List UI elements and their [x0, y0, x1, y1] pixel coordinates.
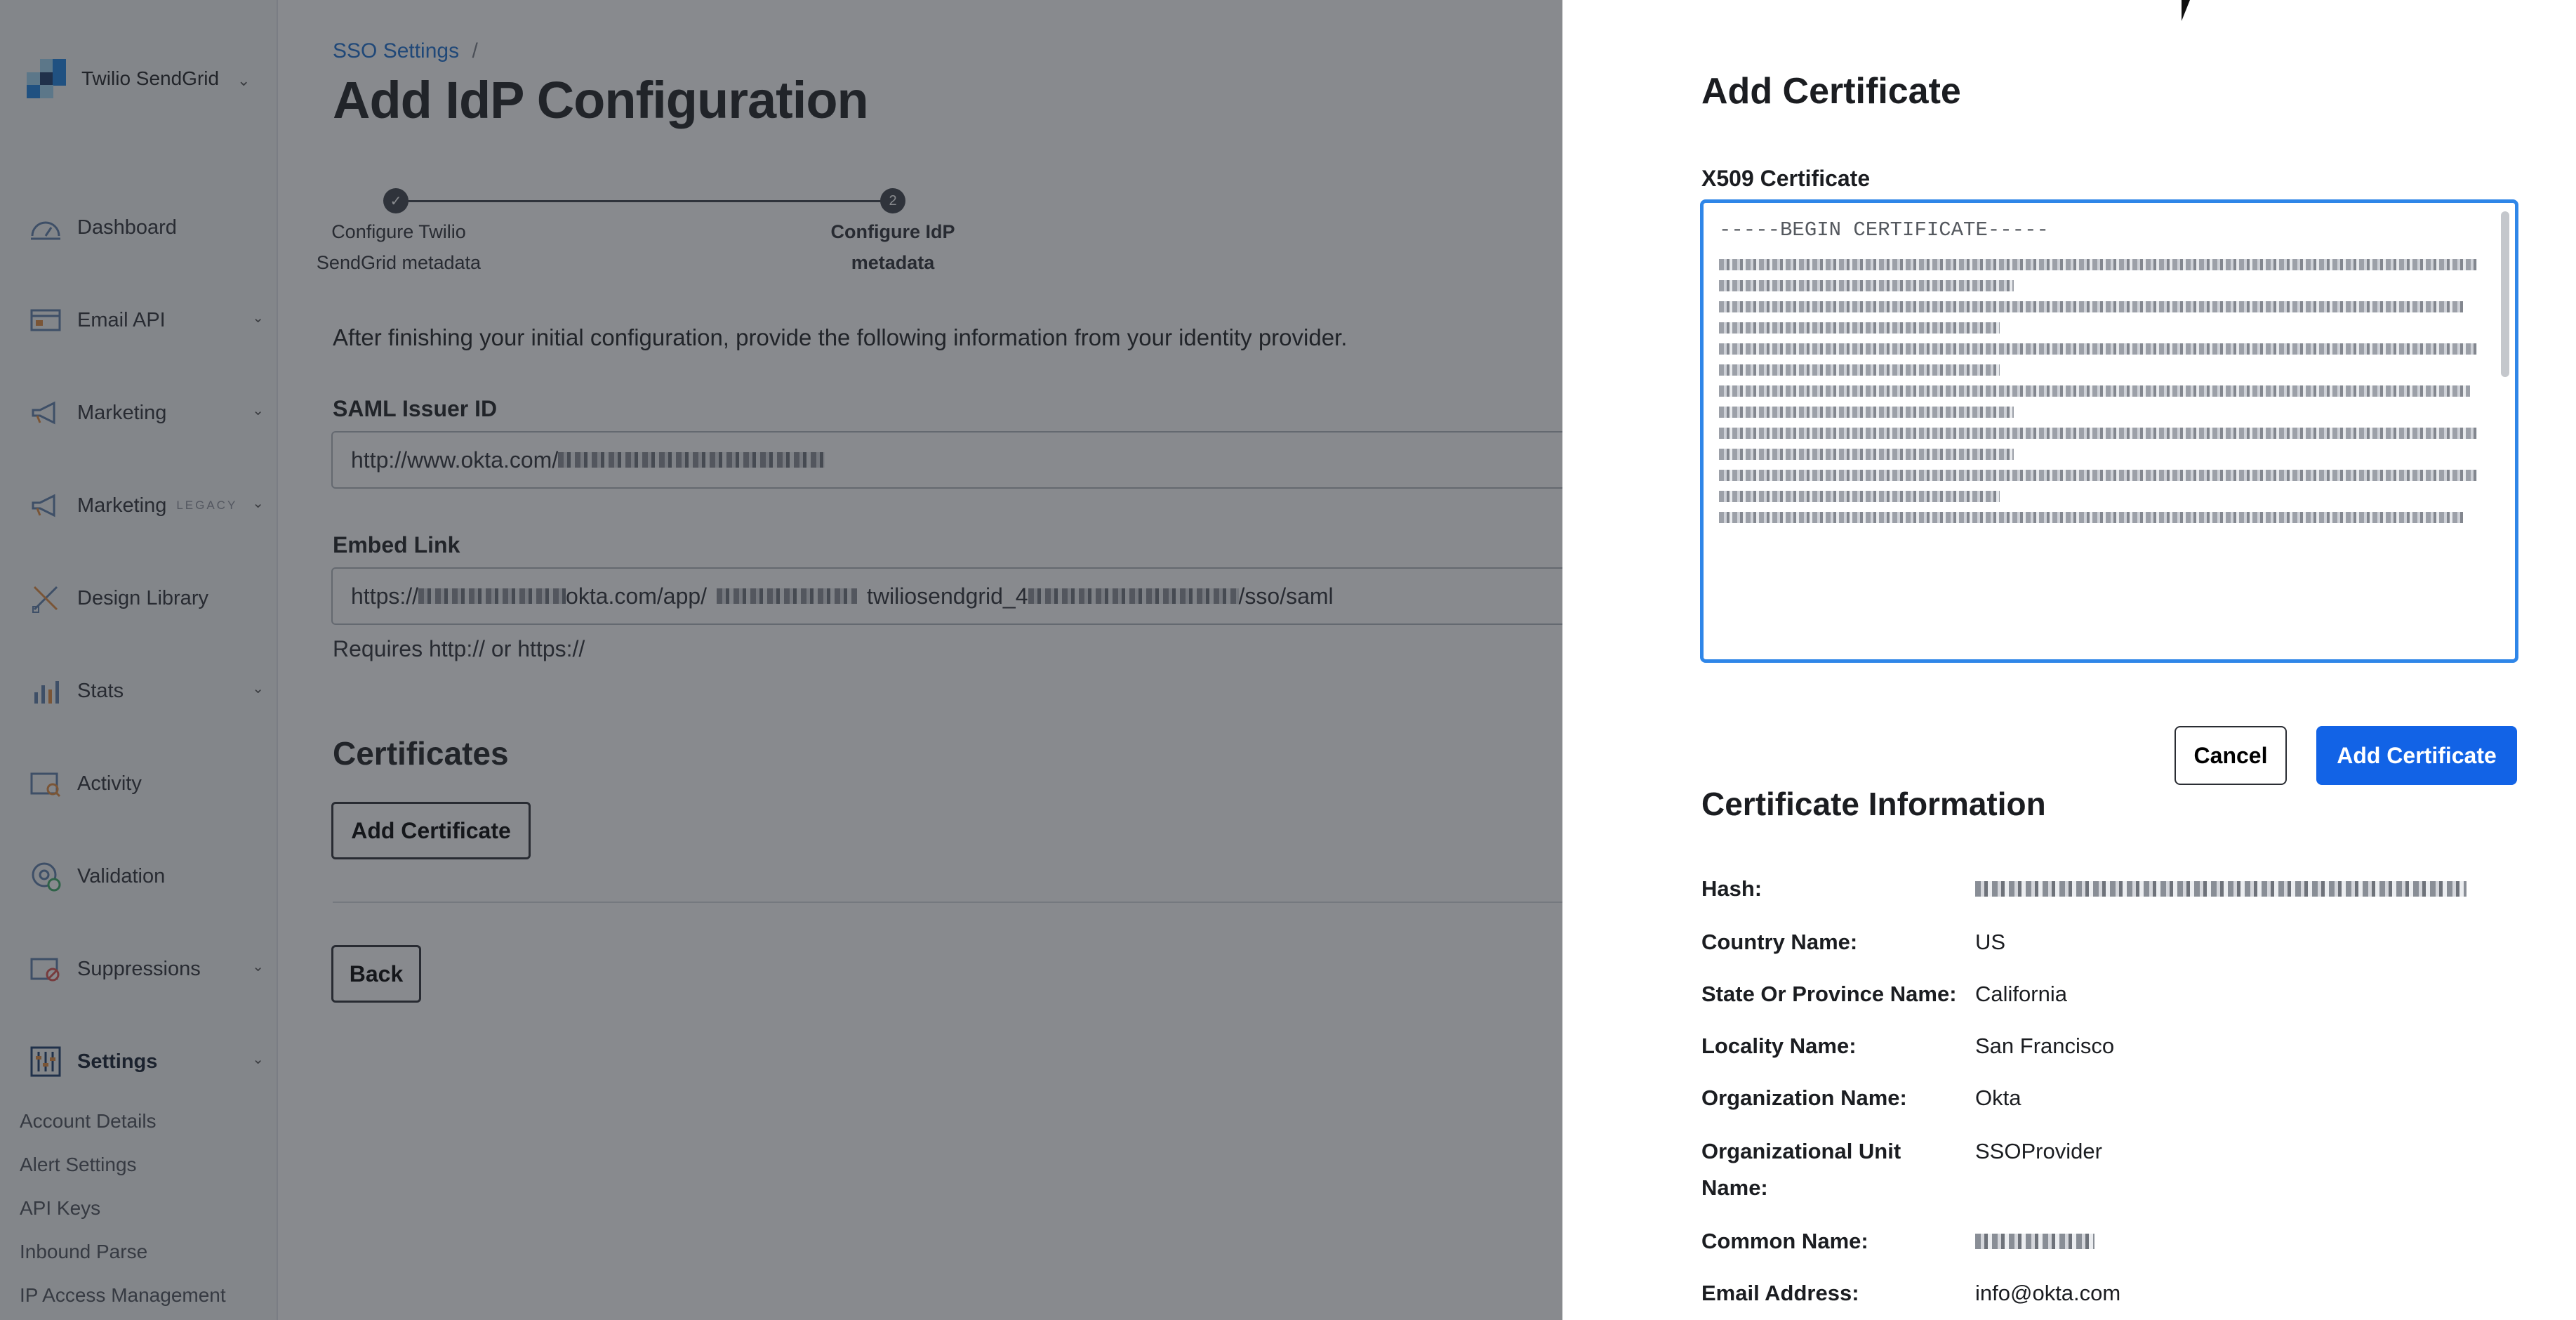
redacted-certificate-line: [1719, 343, 2477, 355]
info-key: Hash:: [1701, 876, 1762, 901]
info-key-line: Organizational Unit: [1701, 1139, 1901, 1163]
info-key: State Or Province Name:: [1701, 982, 1957, 1006]
redacted-certificate-line: [1719, 259, 2477, 270]
textarea-scrollbar[interactable]: [2501, 211, 2509, 377]
certificate-begin-line: -----BEGIN CERTIFICATE-----: [1719, 218, 2049, 242]
add-certificate-drawer: [1562, 0, 2576, 1320]
redacted-certificate-line: [1719, 385, 2470, 397]
info-value: California: [1975, 982, 2067, 1006]
redacted-certificate-line: [1719, 449, 2014, 460]
info-value: SSOProvider: [1975, 1139, 2102, 1163]
info-key: [1701, 1133, 1975, 1206]
info-row-common-name: [1701, 1223, 2544, 1260]
redacted-certificate-line: [1719, 280, 2014, 291]
redacted-certificate-line: [1719, 301, 2463, 312]
redacted-value: [1975, 881, 2467, 897]
info-row-hash: [1701, 871, 2544, 908]
redacted-certificate-line: [1719, 512, 2463, 523]
info-key: Email Address:: [1701, 1281, 1859, 1305]
info-key: Organization Name:: [1701, 1085, 1907, 1110]
redacted-certificate-line: [1719, 428, 2477, 439]
info-value: [1975, 1223, 2094, 1260]
info-value: US: [1975, 930, 2006, 954]
info-key: Common Name:: [1701, 1229, 1868, 1253]
info-row-locality: [1701, 1028, 2544, 1064]
info-value: [1975, 871, 2467, 908]
redacted-certificate-line: [1719, 470, 2477, 481]
info-key-line: Name:: [1701, 1175, 1768, 1200]
info-value: San Francisco: [1975, 1034, 2115, 1058]
submit-add-certificate-button[interactable]: Add Certificate: [2316, 726, 2517, 785]
cancel-button[interactable]: Cancel: [2175, 726, 2287, 785]
redacted-certificate-line: [1719, 364, 2000, 376]
redacted-certificate-line: [1719, 491, 2000, 502]
info-key: Country Name:: [1701, 930, 1858, 954]
info-row-organization: [1701, 1080, 2544, 1116]
mouse-cursor-icon: [2182, 0, 2190, 21]
redacted-certificate-line: [1719, 407, 2014, 418]
x509-certificate-textarea[interactable]: [1700, 199, 2518, 663]
info-row-state: [1701, 976, 2544, 1012]
info-row-organizational-unit: [1701, 1133, 2544, 1206]
info-key: Locality Name:: [1701, 1034, 1857, 1058]
drawer-title: Add Certificate: [1701, 71, 1961, 112]
certificate-information-heading: Certificate Information: [1701, 786, 2046, 822]
info-value: Okta: [1975, 1085, 2021, 1110]
redacted-value: [1975, 1234, 2094, 1249]
info-row-email: [1701, 1275, 2544, 1312]
x509-certificate-label: X509 Certificate: [1701, 166, 1871, 191]
info-row-country: [1701, 924, 2544, 961]
redacted-certificate-line: [1719, 322, 2000, 334]
info-value: info@okta.com: [1975, 1281, 2121, 1305]
